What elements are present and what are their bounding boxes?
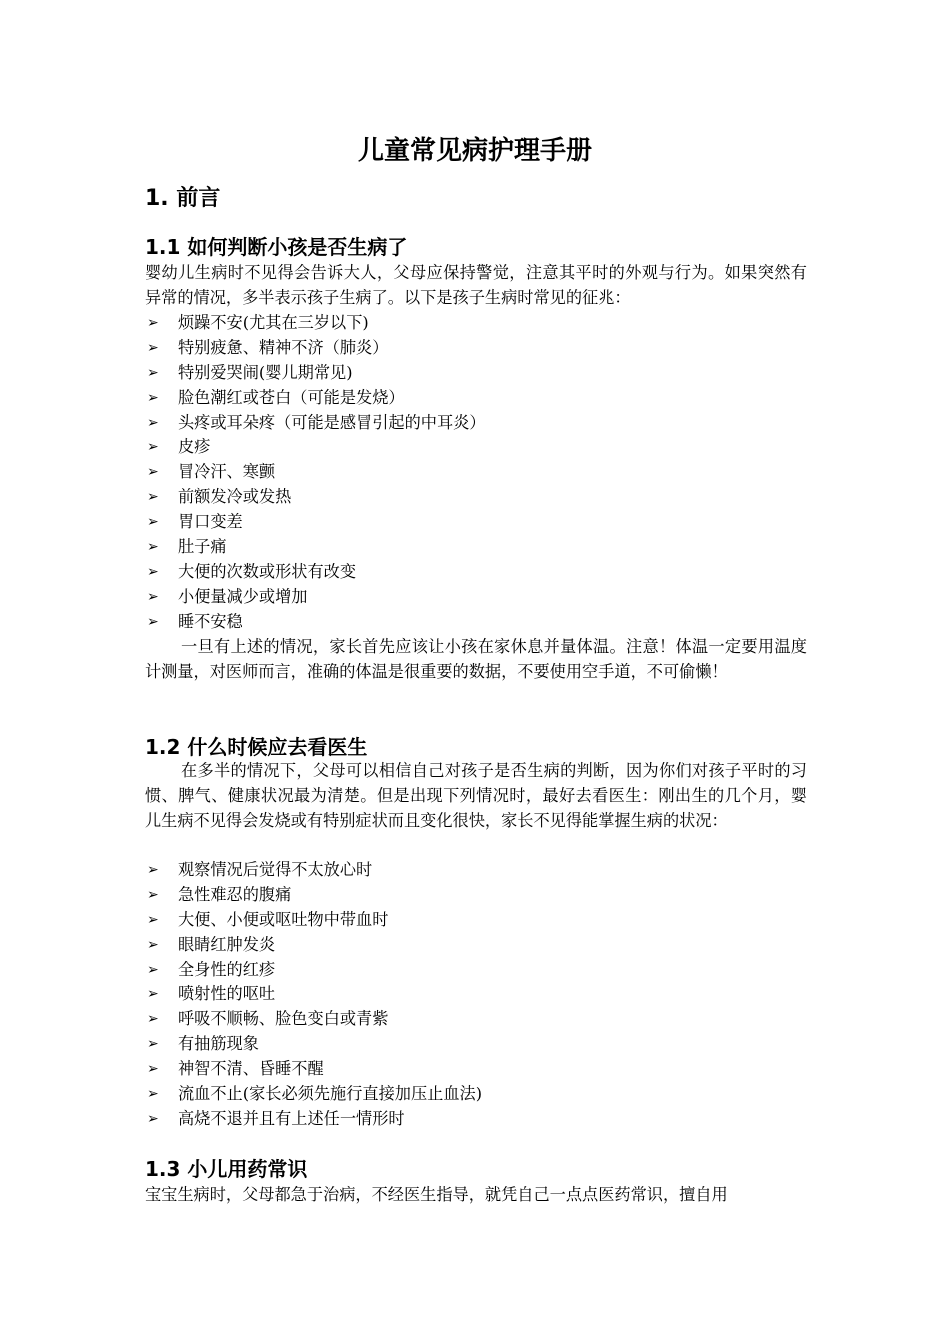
arrowhead-bullet-icon: ➢ [147, 464, 159, 481]
list-item-text: 高烧不退并且有上述任一情形时 [178, 1108, 405, 1128]
list-item-text: 喷射性的呕吐 [178, 984, 276, 1004]
list-item [145, 933, 807, 958]
list-item [145, 510, 807, 535]
signs-list [145, 311, 807, 635]
list-item-text: 小便量减少或增加 [178, 586, 308, 606]
arrowhead-bullet-icon: ➢ [147, 514, 159, 531]
list-item [145, 435, 807, 460]
list-item-text: 急性难忍的腹痛 [178, 884, 292, 904]
section-heading-1-3: 1.3 小儿用药常识 [145, 1157, 308, 1181]
list-item [145, 460, 807, 485]
section-heading-1-2: 1.2 什么时候应去看医生 [145, 735, 368, 759]
arrowhead-bullet-icon: ➢ [147, 961, 159, 978]
list-item [145, 386, 807, 411]
arrowhead-bullet-icon: ➢ [147, 539, 159, 556]
arrowhead-bullet-icon: ➢ [147, 886, 159, 903]
arrowhead-bullet-icon: ➢ [147, 613, 159, 630]
arrowhead-bullet-icon: ➢ [147, 986, 159, 1003]
list-item [145, 535, 807, 560]
arrowhead-bullet-icon: ➢ [147, 339, 159, 356]
document-title: 儿童常见病护理手册 [357, 136, 592, 166]
arrowhead-bullet-icon: ➢ [147, 911, 159, 928]
list-item-text: 前额发冷或发热 [178, 487, 292, 507]
list-item-text: 神智不清、昏睡不醒 [178, 1059, 324, 1079]
arrowhead-bullet-icon: ➢ [147, 1036, 159, 1053]
list-item [145, 361, 807, 386]
section-heading-1-1: 1.1 如何判断小孩是否生病了 [145, 235, 408, 259]
arrowhead-bullet-icon: ➢ [147, 364, 159, 381]
list-item-text: 呼吸不顺畅、脸色变白或青紫 [178, 1009, 389, 1029]
arrowhead-bullet-icon: ➢ [147, 563, 159, 580]
list-item [145, 858, 807, 883]
list-item-text: 大便、小便或呕吐物中带血时 [178, 909, 389, 929]
list-item [145, 982, 807, 1007]
list-item-text: 睡不安稳 [178, 611, 243, 631]
list-item [145, 560, 807, 585]
section-1-1-intro: 婴幼儿生病时不见得会告诉大人，父母应保持警觉，注意其平时的外观与行为。如果突然有异常的情况，多半表示孩子生病了。以下是孩子生病时常见的征兆： [145, 263, 807, 307]
section-heading-1: 1. 前言 [145, 186, 221, 211]
list-item [145, 1007, 807, 1032]
list-item-text: 胃口变差 [178, 512, 243, 532]
list-item [145, 883, 807, 908]
arrowhead-bullet-icon: ➢ [147, 1110, 159, 1127]
list-item-text: 冒冷汗、寒颤 [178, 462, 276, 482]
list-item [145, 1082, 807, 1107]
section-1-2-intro: 在多半的情况下，父母可以相信自己对孩子是否生病的判断，因为你们对孩子平时的习惯、脾气、健康状况最为清楚。但是出现下列情况时，最好去看医生：刚出生的几个月，婴儿生病不见得会发烧或有特别症状而且变化很快，家长不见得能掌握生病的状况： [145, 761, 807, 830]
list-item-text: 流血不止(家长必须先施行直接加压止血法) [178, 1084, 483, 1104]
list-item [145, 485, 807, 510]
list-item [145, 1032, 807, 1057]
list-item [145, 1057, 807, 1082]
arrowhead-bullet-icon: ➢ [147, 439, 159, 456]
list-item [145, 585, 807, 610]
arrowhead-bullet-icon: ➢ [147, 315, 159, 331]
arrowhead-bullet-icon: ➢ [147, 1061, 159, 1078]
list-item [145, 336, 807, 361]
list-item [145, 908, 807, 933]
list-item-text: 特别疲惫、精神不济（肺炎） [178, 337, 389, 357]
list-item-text: 大便的次数或形状有改变 [178, 561, 357, 581]
list-item [145, 1107, 807, 1132]
arrowhead-bullet-icon: ➢ [147, 588, 159, 605]
arrowhead-bullet-icon: ➢ [147, 389, 159, 406]
arrowhead-bullet-icon: ➢ [147, 1086, 159, 1103]
list-item-text: 脸色潮红或苍白（可能是发烧） [178, 387, 405, 407]
list-item-text: 观察情况后觉得不太放心时 [178, 860, 373, 879]
arrowhead-bullet-icon: ➢ [147, 1011, 159, 1028]
list-item-text: 头疼或耳朵疼（可能是感冒引起的中耳炎） [178, 412, 486, 432]
conditions-list [145, 858, 807, 1132]
list-item [145, 610, 807, 635]
list-item-text: 皮疹 [178, 437, 211, 457]
arrowhead-bullet-icon: ➢ [147, 936, 159, 953]
list-item-text: 烦躁不安(尤其在三岁以下) [178, 313, 369, 332]
list-item-text: 有抽筋现象 [178, 1034, 259, 1054]
arrowhead-bullet-icon: ➢ [147, 414, 159, 431]
list-item [145, 311, 807, 336]
list-item [145, 958, 807, 983]
section-1-3-intro: 宝宝生病时，父母都急于治病，不经医生指导，就凭自己一点点医药常识，擅自用 [145, 1185, 728, 1204]
list-item [145, 411, 807, 436]
arrowhead-bullet-icon: ➢ [147, 489, 159, 506]
section-1-1-closing: 一旦有上述的情况，家长首先应该让小孩在家休息并量体温。注意！体温一定要用温度计测量，对医师而言，准确的体温是很重要的数据，不要使用空手道，不可偷懒！ [145, 637, 807, 681]
list-item-text: 肚子痛 [178, 537, 227, 557]
arrowhead-bullet-icon: ➢ [147, 862, 159, 878]
list-item-text: 全身性的红疹 [178, 959, 276, 979]
list-item-text: 特别爱哭闹(婴儿期常见) [178, 362, 353, 382]
list-item-text: 眼睛红肿发炎 [178, 934, 276, 954]
